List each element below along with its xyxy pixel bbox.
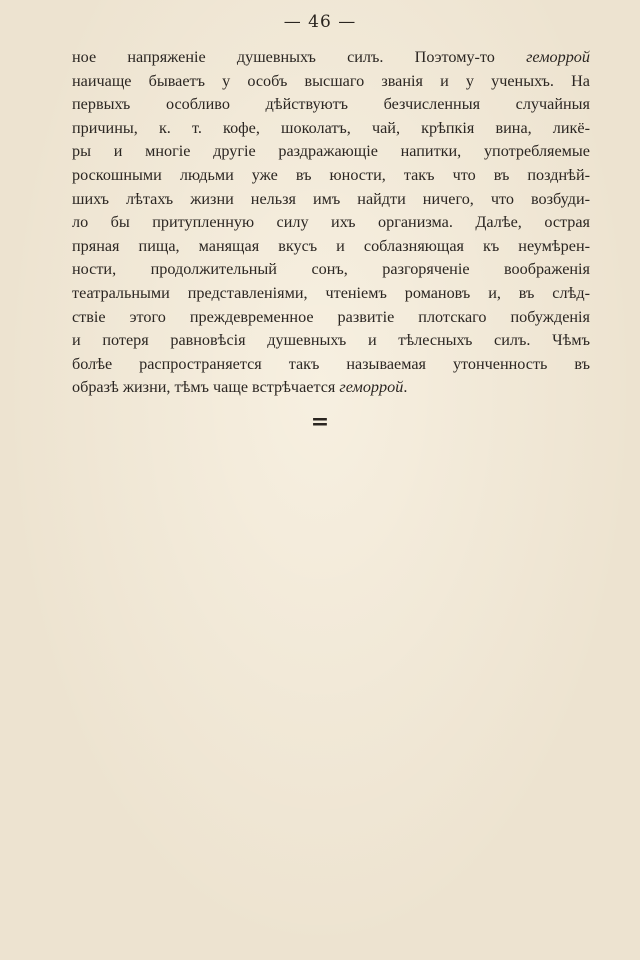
text-line-7: шихъ лѣтахъ жизни нельзя имъ найдти ничего, что возбуди- [72, 189, 590, 208]
text-line-2: наичаще бываетъ у особъ высшаго званія и у ученыхъ. На [72, 71, 590, 90]
text-line-6: роскошными людьми уже въ юности, такъ что въ позднѣй- [72, 165, 590, 184]
body-paragraph [72, 46, 590, 400]
text-line-11: театральными представленіями, чтеніемъ романовъ и, въ слѣд- [72, 283, 590, 302]
italic-term: геморрой [526, 48, 590, 66]
text-line-9: пряная пища, манящая вкусъ и соблазняющая къ неумѣрен- [72, 236, 590, 255]
page-number: — 46 — [283, 12, 357, 32]
italic-term: геморрой [339, 378, 404, 397]
text-line-12: ствіе этого преждевременное развитіе плотскаго побужденія [72, 307, 590, 326]
text-line-15: образѣ жизни, тѣмъ чаще встрѣчается геморрой. [72, 378, 408, 397]
text-line-5: ры и многіе другіе раздражающіе напитки, употребляемые [72, 142, 590, 161]
text-line-13: и потеря равновѣсія душевныхъ и тѣлесныхъ силъ. Чѣмъ [72, 331, 590, 350]
section-divider: = [310, 409, 330, 435]
text-line-3: первыхъ особливо дѣйствуютъ безчисленныя случайныя [72, 95, 590, 114]
text-line-8: ло бы притупленную силу ихъ организма. Далѣе, острая [72, 213, 590, 232]
text-line-4: причины, к. т. кофе, шоколатъ, чай, крѣпкія вина, ликё- [72, 118, 590, 137]
text-line-1: ное напряженіе душевныхъ силъ. Поэтому-то геморрой [72, 48, 590, 66]
text-line-10: ности, продолжительный сонъ, разгоряченіе воображенія [72, 260, 590, 279]
text-line-14: болѣе распространяется такъ называемая утонченность въ [72, 354, 590, 373]
